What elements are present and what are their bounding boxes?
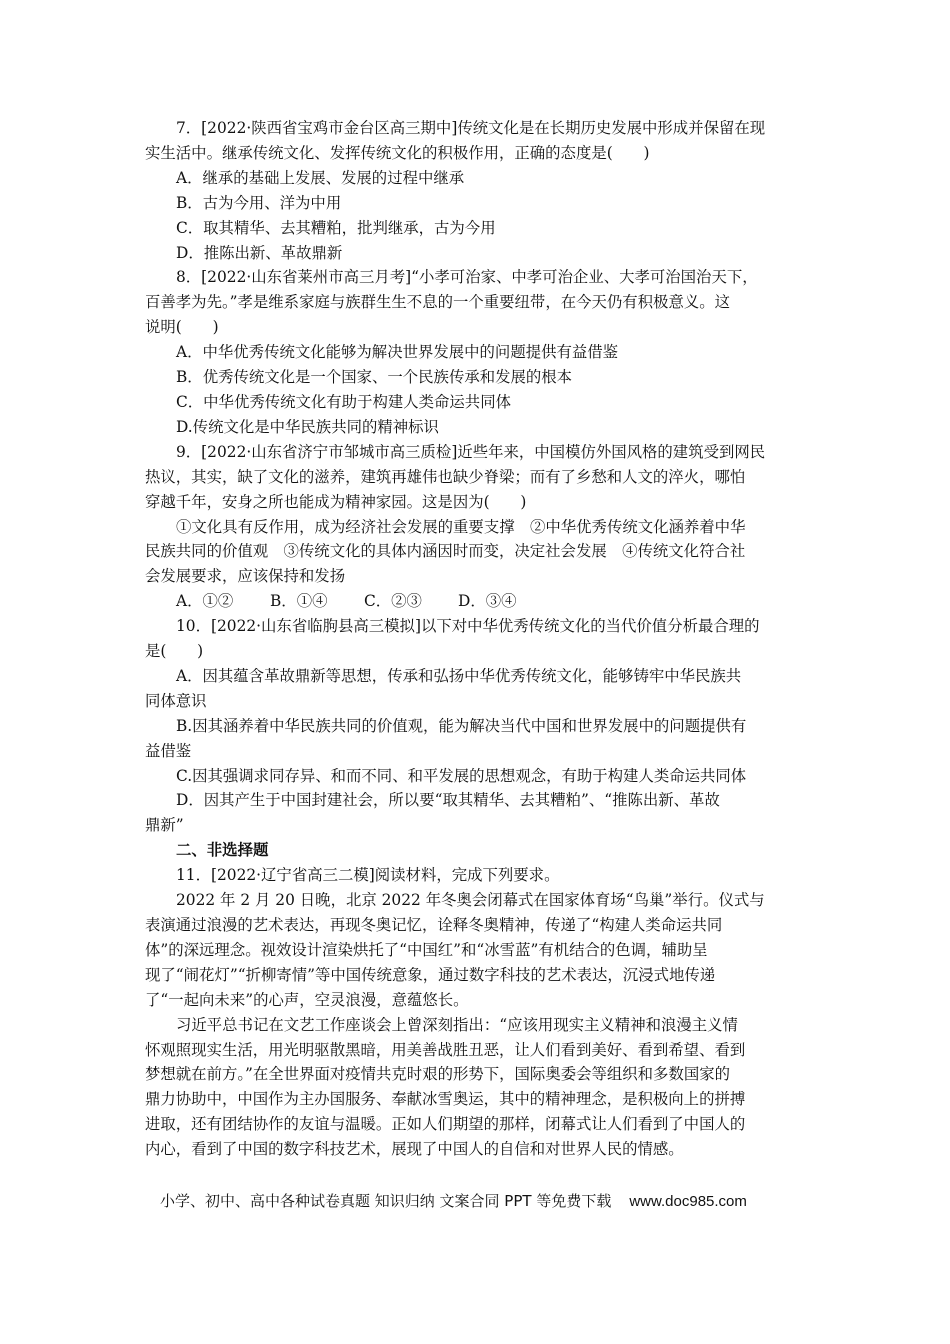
q11-para1-line4: 现了“闹花灯”“折柳寄情”等中国传统意象，通过数字科技的艺术表达，沉浸式地传递 <box>145 965 716 984</box>
q11-line1: 11．[2022·辽宁省高三二模]阅读材料，完成下列要求。 <box>176 866 560 885</box>
q11-para1-line5: 了“一起向未来”的心声，空灵浪漫，意蕴悠长。 <box>145 990 469 1009</box>
q11-para1-line2: 表演通过浪漫的艺术表达，再现冬奥记忆，诠释冬奥精神，传递了“构建人类命运共同 <box>145 916 723 934</box>
q9-option-c: C．②③ <box>364 592 422 611</box>
q11-para2-line6: 内心，看到了中国的数字科技艺术，展现了中国人的自信和对世界人民的情感。 <box>145 1140 684 1159</box>
q10-option-c: C.因其强调求同存异、和而不同、和平发展的思想观念，有助于构建人类命运共同体 <box>176 766 747 785</box>
q7-option-a: A．继承的基础上发展、发展的过程中继承 <box>176 168 465 187</box>
q9-line3: 穿越千年，安身之所也能成为精神家园。这是因为( ) <box>145 492 527 511</box>
q10-option-a-line1: A．因其蕴含革故鼎新等思想，传承和弘扬中华优秀传统文化，能够铸牢中华民族共 <box>176 666 742 685</box>
q8-line1: 8．[2022·山东省莱州市高三月考]“小孝可治家、中孝可治企业、大孝可治国治天下， <box>176 268 758 287</box>
q10-option-d-line1: D．因其产生于中国封建社会，所以要“取其精华、去其糟粕”、“推陈出新、革故 <box>176 791 720 810</box>
q11-para2-line1: 习近平总书记在文艺工作座谈会上曾深刻指出：“应该用现实主义精神和浪漫主义情 <box>176 1015 738 1034</box>
q9-line1: 9．[2022·山东省济宁市邹城市高三质检]近些年来，中国模仿外国风格的建筑受到网民 <box>176 442 766 461</box>
section-heading: 二、非选择题 <box>176 841 269 860</box>
q9-line2: 热议，其实，缺了文化的滋养，建筑再雄伟也缺少脊梁；而有了乡愁和人文的淬火，哪怕 <box>145 467 746 486</box>
q9-option-a: A．①② <box>176 592 234 611</box>
q8-option-c: C．中华优秀传统文化有助于构建人类命运共同体 <box>176 392 511 411</box>
q11-para2-line3: 梦想就在前方。”在全世界面对疫情共克时艰的形势下，国际奥委会等组织和多数国家的 <box>145 1065 731 1084</box>
q10-line1: 10．[2022·山东省临朐县高三模拟]以下对中华优秀传统文化的当代价值分析最合理的 <box>176 617 760 636</box>
q9-statement-1: ①文化具有反作用，成为经济社会发展的重要支撑 ②中华优秀传统文化涵养着中华 <box>176 517 746 536</box>
q11-para1-line3: 体”的深远理念。视效设计渲染烘托了“中国红”和“冰雪蓝”有机结合的色调，辅助呈 <box>145 940 708 959</box>
footer-text: 小学、初中、高中各种试卷真题 知识归纳 文案合同 PPT 等免费下载 <box>160 1192 612 1210</box>
q9-option-d: D．③④ <box>458 592 517 611</box>
document-body <box>145 116 809 1162</box>
q9-option-b: B．①④ <box>270 592 328 611</box>
q7-option-b: B．古为今用、洋为中用 <box>176 193 342 212</box>
q11-para2-line5: 进取，还有团结协作的友谊与温暖。正如人们期望的那样，闭幕式让人们看到了中国人的 <box>145 1115 746 1134</box>
footer-url[interactable]: www.doc985.com <box>629 1193 747 1210</box>
q7-line2: 实生活中。继承传统文化、发挥传统文化的积极作用，正确的态度是( ) <box>145 143 650 162</box>
q8-option-a: A．中华优秀传统文化能够为解决世界发展中的问题提供有益借鉴 <box>176 343 619 362</box>
q8-line2: 百善孝为先。”孝是维系家庭与族群生生不息的一个重要纽带，在今天仍有积极意义。这 <box>145 293 731 312</box>
q9-statement-3: 会发展要求，应该保持和发扬 <box>145 567 346 586</box>
q10-option-b-line1: B.因其涵养着中华民族共同的价值观，能为解决当代中国和世界发展中的问题提供有 <box>176 716 747 735</box>
q7-line1: 7．[2022·陕西省宝鸡市金台区高三期中]传统文化是在长期历史发展中形成并保留在现 <box>176 119 766 137</box>
q9-statement-2: 民族共同的价值观 ③传统文化的具体内涵因时而变，决定社会发展 ④传统文化符合社 <box>145 542 746 561</box>
page-footer <box>160 1190 747 1211</box>
q11-para2-line2: 怀观照现实生活，用光明驱散黑暗，用美善战胜丑恶，让人们看到美好、看到希望、看到 <box>145 1040 746 1059</box>
q11-para2-line4: 鼎力协助中，中国作为主办国服务、奉献冰雪奥运，其中的精神理念，是积极向上的拼搏 <box>145 1090 746 1109</box>
q10-option-d-line2: 鼎新” <box>145 816 184 835</box>
q11-para1-line1: 2022 年 2 月 20 日晚，北京 2022 年冬奥会闭幕式在国家体育场“鸟巢”举行。仪式与 <box>176 891 765 910</box>
q8-option-d: D.传统文化是中华民族共同的精神标识 <box>176 417 439 436</box>
q7-option-d: D．推陈出新、革故鼎新 <box>176 243 343 262</box>
q8-option-b: B．优秀传统文化是一个国家、一个民族传承和发展的根本 <box>176 368 573 387</box>
q10-line2: 是( ) <box>145 642 204 661</box>
q9-options <box>145 589 809 614</box>
q10-option-a-line2: 同体意识 <box>145 691 207 710</box>
q8-line3: 说明( ) <box>145 318 219 337</box>
q10-option-b-line2: 益借鉴 <box>145 741 192 760</box>
q7-option-c: C．取其精华、去其糟粕，批判继承，古为今用 <box>176 218 496 237</box>
